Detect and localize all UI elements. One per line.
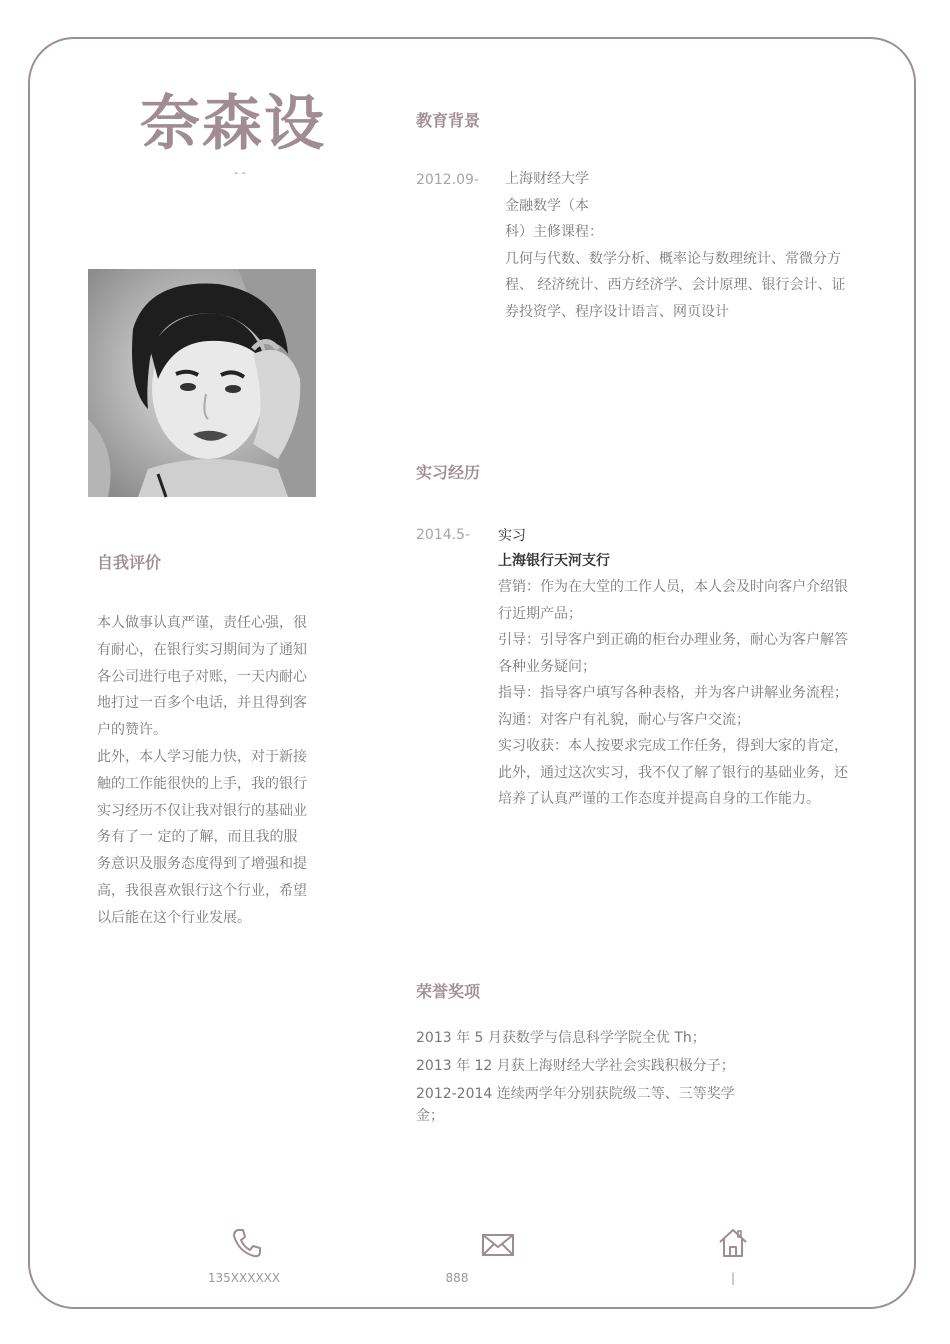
education-major: 金融数学（本 [505,197,589,214]
self-eval-title: 自我评价 [97,553,162,572]
education-major: 科）主修课程： [505,224,603,240]
mail-icon [481,1228,515,1262]
internship-item: 营销：作为在大堂的工作人员，本人会及时向客户介绍银行近期产品； [498,579,848,622]
honor-item: 2012-2014 连续两学年分别获院级二等、三等奖学金； [416,1086,735,1124]
candidate-name: 奈森设 [140,89,326,159]
education-date: 2012.09- [416,172,479,188]
phone-icon [230,1226,264,1260]
internship-role: 实习 [498,528,526,544]
self-eval-text [97,610,307,932]
avatar-portrait-image [88,269,316,497]
internship-date: 2014.5- [416,527,471,543]
honors-title: 荣誉奖项 [416,982,481,1001]
education-body [505,166,850,341]
internship-item: 引导：引导客户到正确的柜台办理业务，耐心为客户解答各种业务疑问； [498,632,848,675]
candidate-subtitle: - - [234,166,246,179]
internship-item: 实习收获：本人按要求完成工作任务，得到大家的肯定，此外，通过这次实习，我不仅了解了银行的基础业务，还 [498,738,848,781]
education-title: 教育背景 [416,111,481,130]
education-courses: 几何与代数、数学分析、概率论与数理统计、常微分方程、 经济统计、西方经济学、会计原理、银行会计、证券投资学、程序设计语言、网页设计 [505,250,846,320]
contact-address: | [730,1271,736,1285]
home-icon [716,1226,750,1260]
avatar [88,269,316,497]
contact-phone: 135XXXXXX [207,1271,281,1285]
contact-email: 888 [445,1271,469,1285]
honor-item: 2013 年 12 月获上海财经大学社会实践积极分子； [416,1058,735,1074]
internship-company: 上海银行天河支行 [498,553,610,569]
honor-item: 2013 年 5 月获数学与信息科学学院全优 Th； [416,1030,706,1046]
education-school: 上海财经大学 [505,171,589,187]
self-eval-paragraph: 此外，本人学习能力快，对于新接触的工作能很快的上手，我的银行实习经历不仅让我对银行的基础业务有了一 定的了解，而且我的服务意识及服务态度得到了增强和提高，我很喜欢银行这个行业，希望 [97,748,307,899]
honors-list [416,1027,736,1133]
self-eval-paragraph: 本人做事认真严谨，责任心强，很有耐心，在银行实习期间为了通知各公司进行电子对账，一天内耐心地打过一百多个电话，并且得到客户的赞许。 [97,615,307,739]
internship-title: 实习经历 [416,463,481,482]
internship-body [498,524,850,813]
internship-item: 指导：指导客户填写各种表格，并为客户讲解业务流程；沟通：对客户有礼貌，耐心与客户交流； [498,685,848,728]
internship-item: 培养了认真严谨的工作态度并提高自身的工作能力。 [498,791,820,807]
self-eval-paragraph: 以后能在这个行业发展。 [97,909,251,926]
